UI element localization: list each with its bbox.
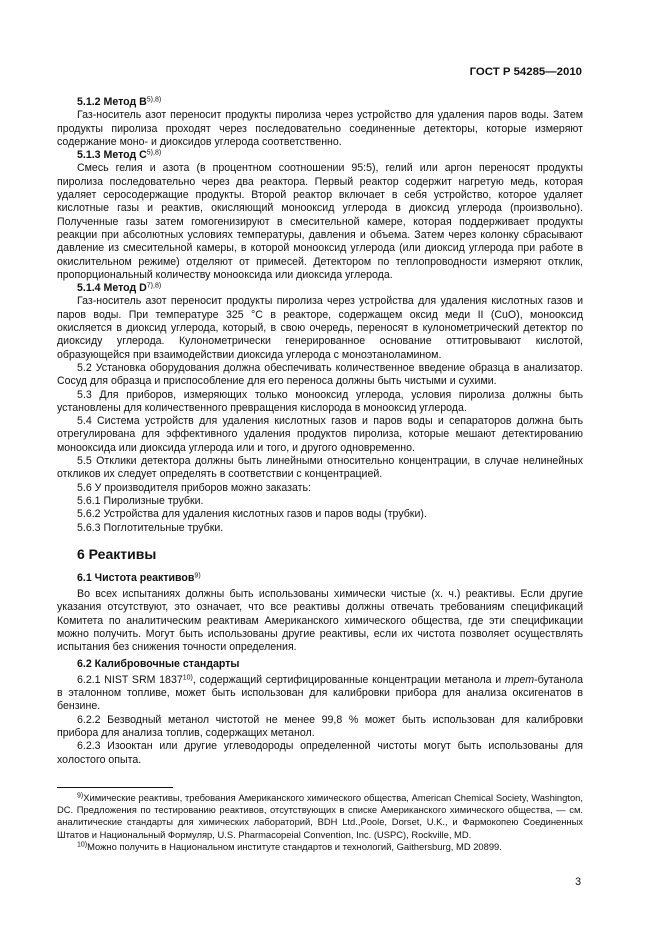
para-5-1-4: Газ-носитель азот переносит продукты пиролиза через устройства для удаления кислотных газов и паров воды. При температуре 325 °С в реакторе, содержащем оксид меди II (CuO), монооксид окисляется в диоксид углерода, который, в свою очередь, переносят в кулонометрический детектор по диоксиду углерода. Кулонометрически генерированное основание оттитровывают кислотой, образующейся при взаимодействии диоксида углерода с моноэтаноламином. — [57, 295, 583, 361]
para-5-1-2: Газ-носитель азот переносит продукты пиролиза через устройство для удаления паров воды. Затем продукты пиролиза проходят через последовательно соединенные детекторы, которые измеряют содержание моно- и диоксидов углерода соответственно. — [57, 109, 583, 148]
para-5-5: 5.5 Отклики детектора должны быть линейными относительно концентрации, в случае нелинейных откликов их следует определять в соответствии с концентрацией. — [57, 455, 583, 481]
page-number: 3 — [575, 876, 581, 888]
heading-5-1-3: 5.1.3 Метод $C^{5),8)}$ — [77, 149, 162, 162]
para-6-2-2: 6.2.2 Безводный метанол чистотой не менее 99,8 % может быть использован для калибровки прибора для анализа топлив, содержащих метанол. — [57, 713, 583, 740]
para-5-4: 5.4 Система устройств для удаления кислотных газов и паров воды и сепараторов должна быть отрегулирована для эффективного удаления продуктов пиролиза, которые мешают детектированию монооксида или диоксида углерода или и того, и другого одновременно. — [57, 415, 583, 454]
footnote-separator — [57, 787, 173, 788]
para-5-2: 5.2 Установка оборудования должна обеспечивать количественное введение образца в анализатор. Сосуд для образца и приспособление для его переноса должны быть чистыми и сухими. — [57, 361, 583, 388]
para-6-2-1: 6.2.1 NIST SRM 1837$^{10)}$, содержащий сертифицированные концентрации метанола и трет-бутанола в эталонном топливе, может быть использован для калибровки прибора для анализа оксигенатов в бензине. — [57, 673, 583, 713]
section-6-heading: 6 Реактивы — [77, 545, 157, 562]
para-5-3: 5.3 Для приборов, измеряющих только монооксид углерода, условия пиролиза должны быть установлены для количественного превращения кислорода в монооксид углерода. — [57, 388, 583, 414]
para-6-1: Во всех испытаниях должны быть использованы химически чистые (х. ч.) реактивы. Если другие указания отсутствуют, это означает, что все реактивы должны отвечать требованиям спецификаций Комитета по аналитическим реактивам Американского химического общества, где эти спецификации можно получить. Могут быть использованы другие реактивы, если их чистота позволяет осуществлять испытания без снижения точности определения. — [57, 588, 583, 654]
para-5-6-3: 5.6.3 Поглотительные трубки. — [77, 521, 224, 534]
footnote-9: $^{9)}$Химические реактивы, требования Американского химического общества, American Chemical Society, Washington, DC. Предложения по тестированию реактивов, отсутствующих в списке Американского химического общества, — см. аналитические стандарты для химических лабораторий, BDH Ltd.,Poole, Dorset, U.K., и Фармокопею Соединенных Штатов и Национальный Формуляр, U.S. Pharmacopeial Convention, Inc. (USPC), Rockville, MD. — [57, 791, 583, 840]
para-6-2-3: 6.2.3 Изооктан или другие углеводороды определенной чистоты могут быть использованы для холостого опыта. — [57, 740, 583, 766]
para-5-6-1: 5.6.1 Пиролизные трубки. — [77, 494, 204, 507]
heading-6-1: 6.1 Чистота реактивов$^{9)}$ — [77, 571, 201, 584]
page-content — [57, 96, 583, 853]
heading-5-1-4: 5.1.4 Метод $D^{7),8)}$ — [77, 282, 162, 295]
heading-5-1-2: 5.1.2 Метод $B^{5),8)}$ — [77, 96, 162, 108]
para-5-6-2: 5.6.2 Устройства для удаления кислотных газов и паров воды (трубки). — [77, 508, 427, 521]
footnote-10: $^{10)}$Можно получить в Национальном институте стандартов и технологий, Gaithersburg, MD 20899. — [77, 840, 502, 852]
para-5-6: 5.6 У производителя приборов можно заказать: — [77, 481, 311, 494]
para-5-1-3: Смесь гелия и азота (в процентном соотношении 95:5), гелий или аргон переносят продукты пиролиза последовательно через два реактора. Первый реактор содержит нагретую медь, которая удаляет серосодержащие продукты. Второй реактор включает в себя устройство, которое удаляет кислотные газы и реактив, окисляющий монооксид углерода в диоксид углерода (произвольно). Полученные газы затем гомогенизируют в смесительной камере, которая поддерживает продукты реакции при абсолютных условиях температуры, давления и объема. Затем через колонку сбрасывают давление из смесительной камеры, в которой монооксид углерода (или диоксид углерода при работе в окислительном режиме) отделяют от примесей. Детектором по теплопроводности измеряют отклик, пропорциональный количеству монооксида или диоксида углерода. — [57, 162, 583, 281]
standard-number: ГОСТ Р 54285—2010 — [469, 66, 582, 78]
heading-6-2: 6.2 Калибровочные стандарты — [77, 657, 240, 670]
